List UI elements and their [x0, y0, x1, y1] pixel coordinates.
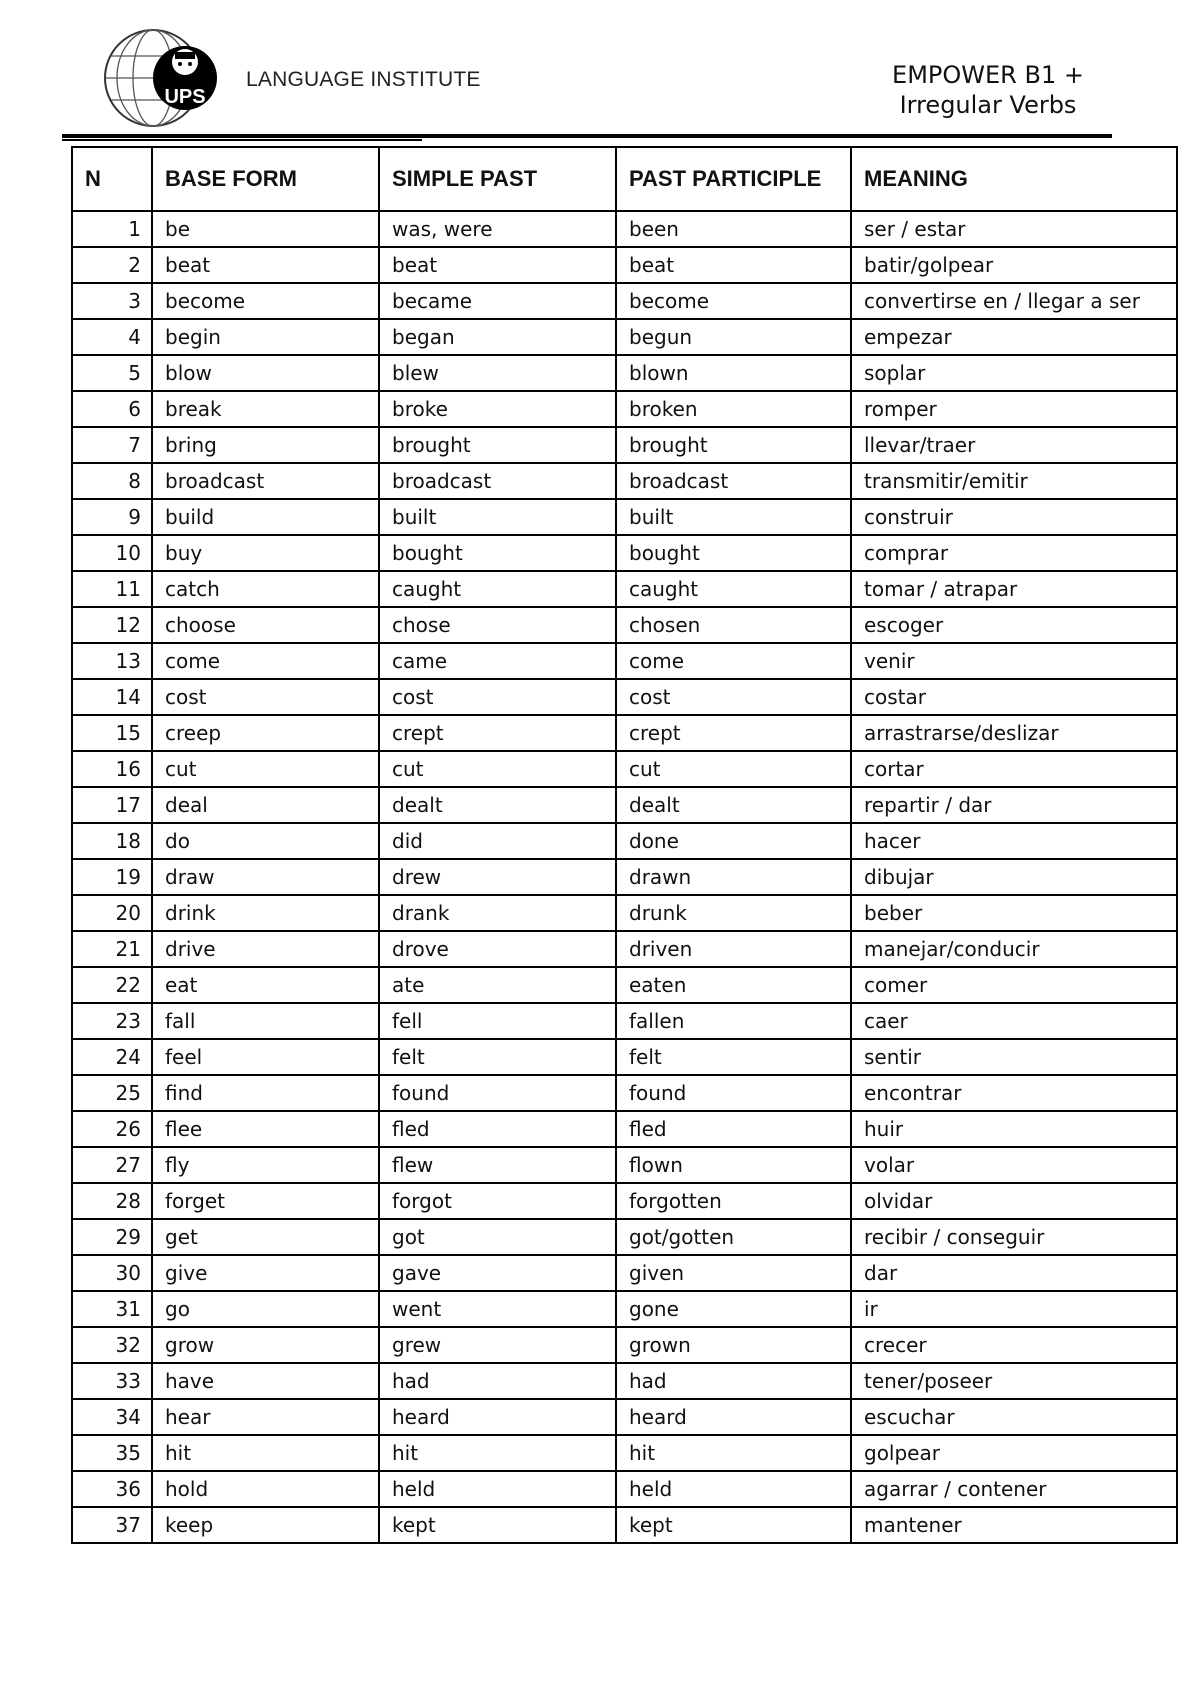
simple-past-cell: hit: [379, 1435, 616, 1471]
base-form-cell: grow: [152, 1327, 379, 1363]
meaning-cell: hacer: [851, 823, 1177, 859]
meaning-cell: arrastrarse/deslizar: [851, 715, 1177, 751]
table-row: [72, 895, 1177, 931]
verb-number: 19: [72, 859, 152, 895]
base-form-cell: catch: [152, 571, 379, 607]
past-participle-cell: forgotten: [616, 1183, 851, 1219]
table-row: [72, 1507, 1177, 1543]
base-form-cell: give: [152, 1255, 379, 1291]
base-form-cell: flee: [152, 1111, 379, 1147]
table-row: [72, 1183, 1177, 1219]
verb-number: 4: [72, 319, 152, 355]
header-rule-thin: [62, 139, 422, 141]
simple-past-cell: heard: [379, 1399, 616, 1435]
simple-past-cell: held: [379, 1471, 616, 1507]
table-row: [72, 1327, 1177, 1363]
verb-number: 5: [72, 355, 152, 391]
base-form-cell: blow: [152, 355, 379, 391]
meaning-cell: empezar: [851, 319, 1177, 355]
past-participle-cell: begun: [616, 319, 851, 355]
past-participle-cell: broken: [616, 391, 851, 427]
base-form-cell: do: [152, 823, 379, 859]
simple-past-cell: kept: [379, 1507, 616, 1543]
base-form-cell: drive: [152, 931, 379, 967]
past-participle-cell: drunk: [616, 895, 851, 931]
verb-number: 30: [72, 1255, 152, 1291]
verb-number: 15: [72, 715, 152, 751]
past-participle-cell: driven: [616, 931, 851, 967]
past-participle-cell: drawn: [616, 859, 851, 895]
table-row: [72, 859, 1177, 895]
table-row: [72, 283, 1177, 319]
meaning-cell: comprar: [851, 535, 1177, 571]
past-participle-cell: dealt: [616, 787, 851, 823]
verb-number: 9: [72, 499, 152, 535]
simple-past-cell: did: [379, 823, 616, 859]
logo-text: UPS: [164, 86, 206, 108]
column-header-n: N: [72, 147, 152, 211]
meaning-cell: convertirse en / llegar a ser: [851, 283, 1177, 319]
meaning-cell: repartir / dar: [851, 787, 1177, 823]
table-row: [72, 319, 1177, 355]
verb-number: 20: [72, 895, 152, 931]
meaning-cell: volar: [851, 1147, 1177, 1183]
past-participle-cell: broadcast: [616, 463, 851, 499]
base-form-cell: hit: [152, 1435, 379, 1471]
simple-past-cell: flew: [379, 1147, 616, 1183]
verb-number: 16: [72, 751, 152, 787]
past-participle-cell: bought: [616, 535, 851, 571]
verb-number: 28: [72, 1183, 152, 1219]
base-form-cell: go: [152, 1291, 379, 1327]
table-row: [72, 247, 1177, 283]
past-participle-cell: grown: [616, 1327, 851, 1363]
table-row: [72, 1291, 1177, 1327]
table-row: [72, 1399, 1177, 1435]
verb-number: 17: [72, 787, 152, 823]
simple-past-cell: bought: [379, 535, 616, 571]
past-participle-cell: kept: [616, 1507, 851, 1543]
verb-number: 34: [72, 1399, 152, 1435]
base-form-cell: cost: [152, 679, 379, 715]
meaning-cell: olvidar: [851, 1183, 1177, 1219]
past-participle-cell: gone: [616, 1291, 851, 1327]
past-participle-cell: fallen: [616, 1003, 851, 1039]
verb-number: 10: [72, 535, 152, 571]
verb-number: 24: [72, 1039, 152, 1075]
past-participle-cell: been: [616, 211, 851, 247]
base-form-cell: build: [152, 499, 379, 535]
column-header-simple-past: SIMPLE PAST: [379, 147, 616, 211]
simple-past-cell: caught: [379, 571, 616, 607]
base-form-cell: hear: [152, 1399, 379, 1435]
past-participle-cell: caught: [616, 571, 851, 607]
verb-number: 37: [72, 1507, 152, 1543]
meaning-cell: ir: [851, 1291, 1177, 1327]
simple-past-cell: cut: [379, 751, 616, 787]
meaning-cell: romper: [851, 391, 1177, 427]
verb-number: 22: [72, 967, 152, 1003]
simple-past-cell: broke: [379, 391, 616, 427]
meaning-cell: tomar / atrapar: [851, 571, 1177, 607]
meaning-cell: dibujar: [851, 859, 1177, 895]
verb-number: 32: [72, 1327, 152, 1363]
simple-past-cell: brought: [379, 427, 616, 463]
past-participle-cell: felt: [616, 1039, 851, 1075]
meaning-cell: crecer: [851, 1327, 1177, 1363]
base-form-cell: forget: [152, 1183, 379, 1219]
table-row: [72, 967, 1177, 1003]
meaning-cell: beber: [851, 895, 1177, 931]
meaning-cell: huir: [851, 1111, 1177, 1147]
table-row: [72, 679, 1177, 715]
verb-number: 18: [72, 823, 152, 859]
base-form-cell: begin: [152, 319, 379, 355]
meaning-cell: costar: [851, 679, 1177, 715]
base-form-cell: come: [152, 643, 379, 679]
simple-past-cell: crept: [379, 715, 616, 751]
base-form-cell: beat: [152, 247, 379, 283]
simple-past-cell: cost: [379, 679, 616, 715]
past-participle-cell: done: [616, 823, 851, 859]
simple-past-cell: built: [379, 499, 616, 535]
table-row: [72, 499, 1177, 535]
base-form-cell: get: [152, 1219, 379, 1255]
verb-number: 6: [72, 391, 152, 427]
simple-past-cell: blew: [379, 355, 616, 391]
past-participle-cell: fled: [616, 1111, 851, 1147]
past-participle-cell: come: [616, 643, 851, 679]
past-participle-cell: held: [616, 1471, 851, 1507]
verb-number: 1: [72, 211, 152, 247]
meaning-cell: recibir / conseguir: [851, 1219, 1177, 1255]
table-row: [72, 643, 1177, 679]
base-form-cell: eat: [152, 967, 379, 1003]
column-header-base-form: BASE FORM: [152, 147, 379, 211]
verb-number: 33: [72, 1363, 152, 1399]
base-form-cell: fly: [152, 1147, 379, 1183]
column-header-past-participle: PAST PARTICIPLE: [616, 147, 851, 211]
header-rule: [62, 134, 1112, 138]
verb-number: 8: [72, 463, 152, 499]
meaning-cell: cortar: [851, 751, 1177, 787]
meaning-cell: batir/golpear: [851, 247, 1177, 283]
meaning-cell: llevar/traer: [851, 427, 1177, 463]
table-header-row: [72, 147, 1177, 211]
meaning-cell: escoger: [851, 607, 1177, 643]
past-participle-cell: built: [616, 499, 851, 535]
table-row: [72, 715, 1177, 751]
meaning-cell: transmitir/emitir: [851, 463, 1177, 499]
base-form-cell: find: [152, 1075, 379, 1111]
base-form-cell: fall: [152, 1003, 379, 1039]
simple-past-cell: began: [379, 319, 616, 355]
table-row: [72, 751, 1177, 787]
past-participle-cell: heard: [616, 1399, 851, 1435]
table-row: [72, 355, 1177, 391]
table-row: [72, 427, 1177, 463]
verb-number: 21: [72, 931, 152, 967]
base-form-cell: buy: [152, 535, 379, 571]
base-form-cell: be: [152, 211, 379, 247]
simple-past-cell: drew: [379, 859, 616, 895]
past-participle-cell: beat: [616, 247, 851, 283]
meaning-cell: ser / estar: [851, 211, 1177, 247]
column-header-meaning: MEANING: [851, 147, 1177, 211]
past-participle-cell: given: [616, 1255, 851, 1291]
simple-past-cell: came: [379, 643, 616, 679]
table-row: [72, 787, 1177, 823]
simple-past-cell: drove: [379, 931, 616, 967]
page-header: [0, 0, 1200, 140]
verb-number: 23: [72, 1003, 152, 1039]
verb-number: 7: [72, 427, 152, 463]
simple-past-cell: fell: [379, 1003, 616, 1039]
verb-number: 11: [72, 571, 152, 607]
meaning-cell: construir: [851, 499, 1177, 535]
verb-number: 31: [72, 1291, 152, 1327]
meaning-cell: venir: [851, 643, 1177, 679]
simple-past-cell: forgot: [379, 1183, 616, 1219]
simple-past-cell: ate: [379, 967, 616, 1003]
base-form-cell: hold: [152, 1471, 379, 1507]
simple-past-cell: broadcast: [379, 463, 616, 499]
table-row: [72, 1147, 1177, 1183]
verb-number: 14: [72, 679, 152, 715]
table-row: [72, 607, 1177, 643]
past-participle-cell: become: [616, 283, 851, 319]
document-title: Irregular Verbs: [899, 91, 1077, 119]
base-form-cell: broadcast: [152, 463, 379, 499]
table-row: [72, 535, 1177, 571]
meaning-cell: manejar/conducir: [851, 931, 1177, 967]
simple-past-cell: dealt: [379, 787, 616, 823]
verb-number: 27: [72, 1147, 152, 1183]
base-form-cell: drink: [152, 895, 379, 931]
simple-past-cell: drank: [379, 895, 616, 931]
past-participle-cell: flown: [616, 1147, 851, 1183]
base-form-cell: have: [152, 1363, 379, 1399]
table-row: [72, 1003, 1177, 1039]
base-form-cell: creep: [152, 715, 379, 751]
table-row: [72, 931, 1177, 967]
table-row: [72, 571, 1177, 607]
meaning-cell: golpear: [851, 1435, 1177, 1471]
table-row: [72, 1039, 1177, 1075]
simple-past-cell: fled: [379, 1111, 616, 1147]
table-row: [72, 823, 1177, 859]
institute-name: LANGUAGE INSTITUTE: [246, 68, 481, 91]
meaning-cell: tener/poseer: [851, 1363, 1177, 1399]
simple-past-cell: chose: [379, 607, 616, 643]
verb-number: 26: [72, 1111, 152, 1147]
ups-globe-logo: [95, 26, 223, 130]
simple-past-cell: found: [379, 1075, 616, 1111]
verb-number: 13: [72, 643, 152, 679]
verb-number: 36: [72, 1471, 152, 1507]
meaning-cell: escuchar: [851, 1399, 1177, 1435]
meaning-cell: caer: [851, 1003, 1177, 1039]
verb-number: 2: [72, 247, 152, 283]
table-row: [72, 391, 1177, 427]
simple-past-cell: grew: [379, 1327, 616, 1363]
past-participle-cell: had: [616, 1363, 851, 1399]
irregular-verbs-table: [71, 146, 1178, 1544]
past-participle-cell: crept: [616, 715, 851, 751]
verb-number: 29: [72, 1219, 152, 1255]
table-row: [72, 1363, 1177, 1399]
past-participle-cell: cut: [616, 751, 851, 787]
base-form-cell: bring: [152, 427, 379, 463]
table-row: [72, 1111, 1177, 1147]
base-form-cell: deal: [152, 787, 379, 823]
simple-past-cell: had: [379, 1363, 616, 1399]
past-participle-cell: found: [616, 1075, 851, 1111]
meaning-cell: dar: [851, 1255, 1177, 1291]
meaning-cell: encontrar: [851, 1075, 1177, 1111]
verb-number: 3: [72, 283, 152, 319]
past-participle-cell: blown: [616, 355, 851, 391]
table-row: [72, 1471, 1177, 1507]
table-row: [72, 1435, 1177, 1471]
past-participle-cell: got/gotten: [616, 1219, 851, 1255]
table-row: [72, 211, 1177, 247]
meaning-cell: agarrar / contener: [851, 1471, 1177, 1507]
past-participle-cell: chosen: [616, 607, 851, 643]
table-row: [72, 1075, 1177, 1111]
meaning-cell: mantener: [851, 1507, 1177, 1543]
simple-past-cell: went: [379, 1291, 616, 1327]
meaning-cell: sentir: [851, 1039, 1177, 1075]
past-participle-cell: cost: [616, 679, 851, 715]
verb-number: 12: [72, 607, 152, 643]
simple-past-cell: was, were: [379, 211, 616, 247]
table-row: [72, 1255, 1177, 1291]
past-participle-cell: eaten: [616, 967, 851, 1003]
past-participle-cell: brought: [616, 427, 851, 463]
simple-past-cell: got: [379, 1219, 616, 1255]
simple-past-cell: gave: [379, 1255, 616, 1291]
meaning-cell: comer: [851, 967, 1177, 1003]
base-form-cell: break: [152, 391, 379, 427]
simple-past-cell: beat: [379, 247, 616, 283]
table-row: [72, 1219, 1177, 1255]
simple-past-cell: became: [379, 283, 616, 319]
simple-past-cell: felt: [379, 1039, 616, 1075]
past-participle-cell: hit: [616, 1435, 851, 1471]
course-level: EMPOWER B1 +: [892, 61, 1084, 89]
table-body: [72, 211, 1177, 1543]
base-form-cell: become: [152, 283, 379, 319]
table-row: [72, 463, 1177, 499]
base-form-cell: draw: [152, 859, 379, 895]
verb-number: 25: [72, 1075, 152, 1111]
course-title: [868, 60, 1108, 120]
base-form-cell: choose: [152, 607, 379, 643]
base-form-cell: feel: [152, 1039, 379, 1075]
verb-number: 35: [72, 1435, 152, 1471]
base-form-cell: cut: [152, 751, 379, 787]
meaning-cell: soplar: [851, 355, 1177, 391]
base-form-cell: keep: [152, 1507, 379, 1543]
